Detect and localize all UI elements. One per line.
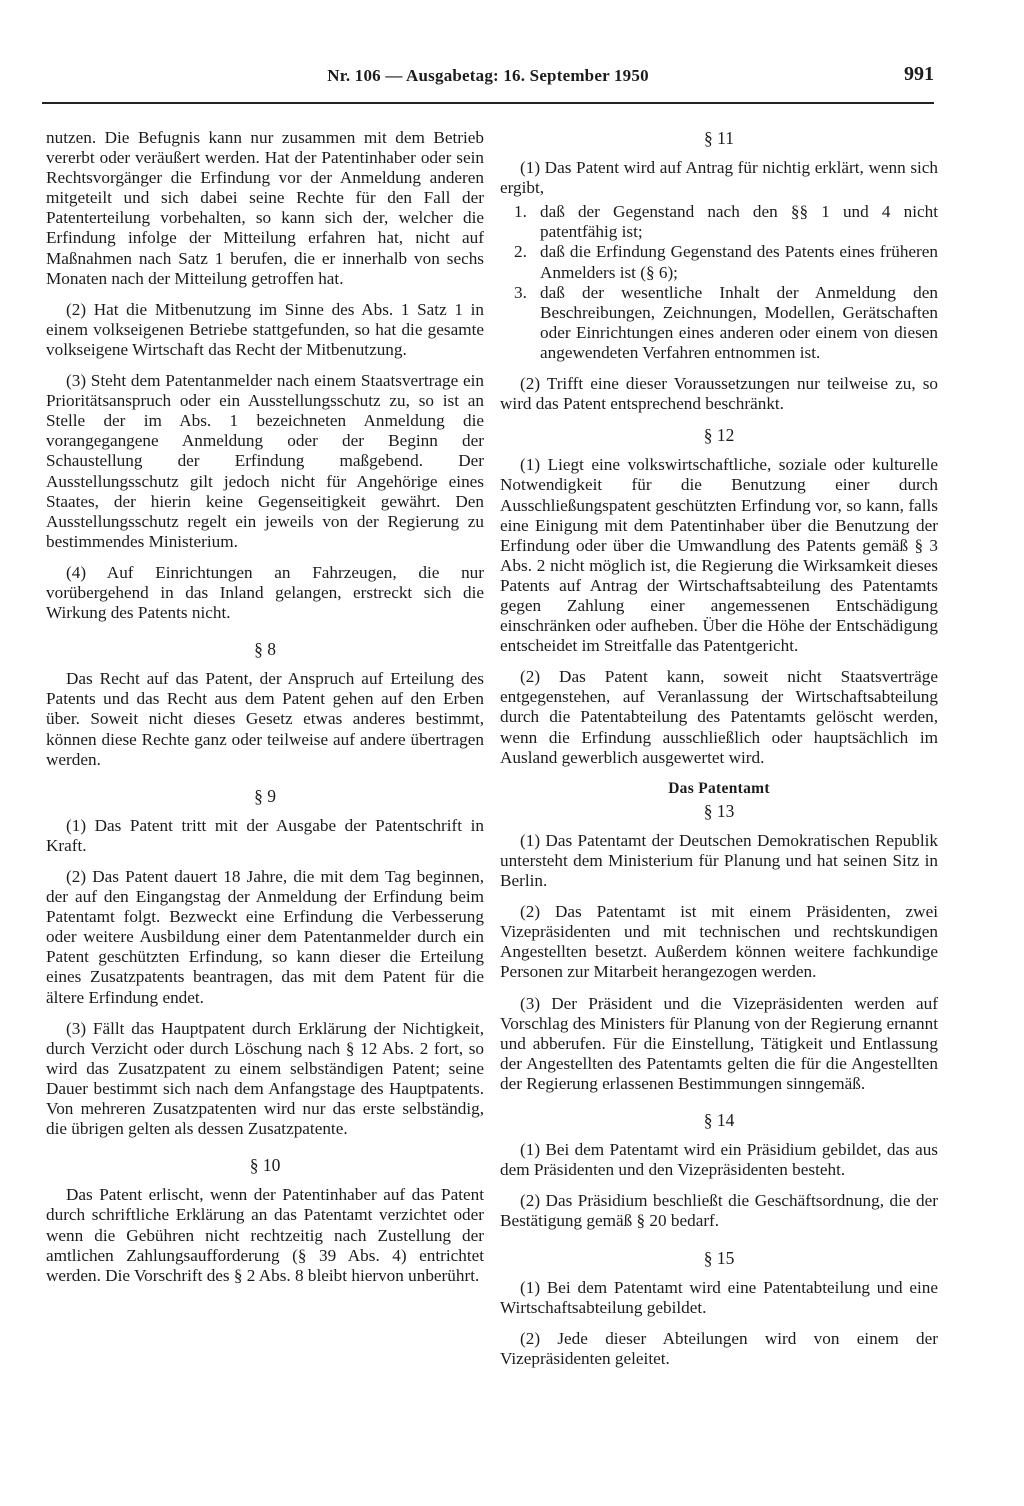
page-number: 991 <box>904 63 934 85</box>
list-item-number: 2. <box>514 242 527 262</box>
section-15-paragraph-2: (2) Jede dieser Abteilungen wird von einem der Vizepräsidenten geleitet. <box>500 1328 938 1368</box>
section-12-paragraph-2: (2) Das Patent kann, soweit nicht Staatsverträge entgegenstehen, auf Veranlassung der Wirtschaftsabteilung durch die Patentabteilung des Patentamts gelöscht werden, wenn die Erfindung ausschließlich oder hauptsächlich im Ausland gewerblich ausgewertet wird. <box>500 667 938 767</box>
paragraph-7-3: (3) Steht dem Patentanmelder nach einem Staatsvertrage ein Prioritätsanspruch oder ein Ausstellungsschutz zu, so ist an Stelle der im Abs. 1 bezeichneten Anmeldung die vorangegangene Anmeldung oder der Beginn der Schaustellung der Erfindung maßgebend. Der Ausstellungsschutz gilt jedoch nicht für Angehörige eines Staates, der hierin keine Gegenseitigkeit gewährt. Den Ausstellungsschutz regelt ein jeweils von der Regierung zu bestimmendes Ministerium. <box>46 371 484 551</box>
section-8-title: § 8 <box>254 639 276 660</box>
section-11-paragraph-1: (1) Das Patent wird auf Antrag für nichtig erklärt, wenn sich ergibt, <box>500 158 938 198</box>
list-item-text: daß die Erfindung Gegenstand des Patents eines früheren Anmelders ist (§ 6); <box>540 242 938 282</box>
section-9-paragraph-3: (3) Fällt das Hauptpatent durch Erklärung der Nichtigkeit, durch Verzicht oder durch Löschung nach § 12 Abs. 2 fort, so wird das Zusatzpatent zu einem selbständigen Patent; seine Dauer bestimmt sich nach dem Anfangstage des Hauptpatents. Von mehreren Zusatzpatenten wird nur das erste selbständig, die übrigen gelten als dessen Zusatzpatente. <box>46 1018 484 1139</box>
list-item <box>500 283 938 363</box>
page-header <box>42 63 934 98</box>
section-11-list <box>500 202 938 363</box>
list-item-text: daß der Gegenstand nach den §§ 1 und 4 nicht patentfähig ist; <box>540 202 938 242</box>
section-15-paragraph-1: (1) Bei dem Patentamt wird eine Patentabteilung und eine Wirtschaftsabteilung gebildet. <box>500 1277 938 1317</box>
header-rule <box>42 102 934 104</box>
list-item-number: 1. <box>514 202 527 222</box>
section-13-paragraph-1: (1) Das Patentamt der Deutschen Demokratischen Republik untersteht dem Ministerium für Planung und hat seinen Sitz in Berlin. <box>500 830 938 891</box>
paragraph-7-4: (4) Auf Einrichtungen an Fahrzeugen, die nur vorübergehend in das Inland gelangen, erstreckt sich die Wirkung des Patents nicht. <box>46 562 484 623</box>
section-15-title: § 15 <box>703 1247 735 1268</box>
list-item <box>500 242 938 282</box>
section-10-text: Das Patent erlischt, wenn der Patentinhaber auf das Patent durch schriftliche Erklärung an das Patentamt verzichtet oder wenn die Gebühren nicht rechtzeitig nach Zustellung der amtlichen Zahlungsaufforderung (§ 39 Abs. 4) entrichtet werden. Die Vorschrift des § 2 Abs. 8 bleibt hiervon unberührt. <box>46 1185 484 1285</box>
section-9-paragraph-2: (2) Das Patent dauert 18 Jahre, die mit dem Tag beginnen, der auf den Eingangstag der Anmeldung der Erfindung beim Patentamt folgt. Bezweckt eine Erfindung die Verbesserung oder weitere Ausbildung einer dem Patentanmelder durch ein Patent geschützten Erfindung, so kann dieser die Erteilung eines Zusatzpatents beantragen, das mit dem Patent für die ältere Erfindung endet. <box>46 867 484 1007</box>
section-9-paragraph-1: (1) Das Patent tritt mit der Ausgabe der Patentschrift in Kraft. <box>46 815 484 855</box>
section-13-title: § 13 <box>703 800 735 821</box>
section-11-paragraph-2: (2) Trifft eine dieser Voraussetzungen nur teilweise zu, so wird das Patent entsprechend beschränkt. <box>500 374 938 414</box>
left-column <box>46 128 484 1297</box>
section-11-title: § 11 <box>704 128 734 148</box>
section-13-paragraph-3: (3) Der Präsident und die Vizepräsidenten werden auf Vorschlag des Ministers für Planung von der Regierung ernannt und abberufen. Für die Einstellung, Tätigkeit und Entlassung der Angestellten des Patentamts gelten die für die Angestellten der Regierung erlassenen Bestimmungen sinngemäß. <box>500 993 938 1093</box>
paragraph-7-2: (2) Hat die Mitbenutzung im Sinne des Abs. 1 Satz 1 in einem volkseigenen Betriebe stattgefunden, so hat die gesamte volkseigene Wirtschaft das Recht der Mitbenutzung. <box>46 299 484 359</box>
section-13-paragraph-2: (2) Das Patentamt ist mit einem Präsidenten, zwei Vizepräsidenten und mit technischen und rechtskundigen Angestellten besetzt. Außerdem können weitere fachkundige Personen zur Mitarbeit herangezogen werden. <box>500 902 938 982</box>
right-column <box>500 128 938 1380</box>
list-item-number: 3. <box>514 282 527 302</box>
section-14-paragraph-2: (2) Das Präsidium beschließt die Geschäftsordnung, die der Bestätigung gemäß § 20 bedarf. <box>500 1191 938 1231</box>
section-14-paragraph-1: (1) Bei dem Patentamt wird ein Präsidium gebildet, das aus dem Präsidenten und den Vizepräsidenten besteht. <box>500 1140 938 1180</box>
issue-line: Nr. 106 — Ausgabetag: 16. September 1950 <box>327 66 649 85</box>
patentamt-heading: Das Patentamt <box>668 779 770 797</box>
section-12-title: § 12 <box>703 425 735 446</box>
section-10-title: § 10 <box>249 1155 281 1176</box>
list-item-text: daß der wesentliche Inhalt der Anmeldung den Beschreibungen, Zeichnungen, Modellen, Gerätschaften oder Einrichtungen eines anderen oder einem von diesen angewendeten Verfahren entnommen ist. <box>540 282 938 362</box>
paragraph-continuation: nutzen. Die Befugnis kann nur zusammen mit dem Betrieb vererbt oder veräußert werden. Hat der Patentinhaber oder sein Rechtsvorgänger die Erfindung vor der Anmeldung anderen mitgeteilt und sich dabei seine Rechte für den Fall der Patenterteilung vorbehalten, so kann sich der, welcher die Erfindung infolge der Mitteilung erfahren hat, nicht auf Maßnahmen nach Satz 1 berufen, die er innerhalb von sechs Monaten nach der Mitteilung getroffen hat. <box>46 128 484 288</box>
section-9-title: § 9 <box>254 785 276 806</box>
list-item <box>500 202 938 242</box>
section-12-paragraph-1: (1) Liegt eine volkswirtschaftliche, soziale oder kulturelle Notwendigkeit für die Benutzung einer durch Ausschließungspatent geschützten Erfindung vor, so kann, falls eine Einigung mit dem Patentinhaber über die Benutzung der Erfindung oder über die Umwandlung des Patents gemäß § 3 Abs. 2 nicht möglich ist, die Regierung die Wirksamkeit dieses Patents auf Antrag der Wirtschaftsabteilung des Patentamts gegen Zahlung einer angemessenen Entschädigung einschränken oder aufheben. Über die Höhe der Entschädigung entscheidet im Streitfalle das Patentgericht. <box>500 455 938 656</box>
section-14-title: § 14 <box>703 1110 735 1131</box>
section-8-text: Das Recht auf das Patent, der Anspruch auf Erteilung des Patents und das Recht aus dem Patent gehen auf den Erben über. Soweit nicht dieses Gesetz etwas anderes bestimmt, können diese Rechte ganz oder teilweise auf andere übertragen werden. <box>46 669 484 769</box>
